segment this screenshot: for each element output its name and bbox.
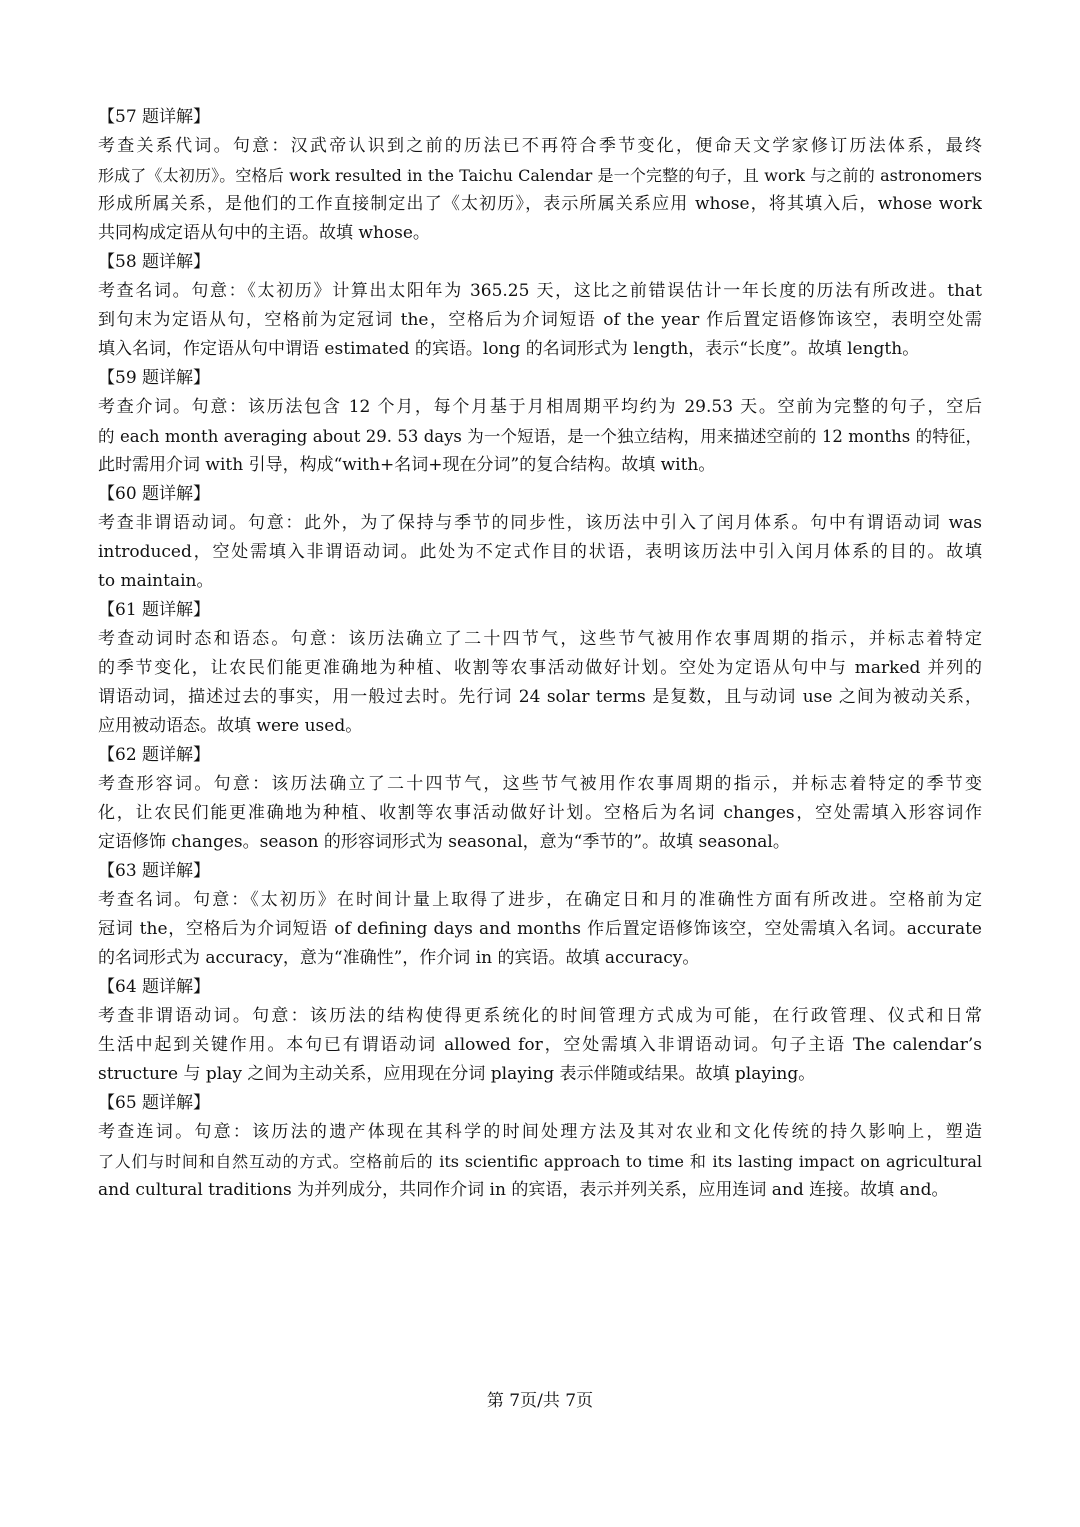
text-line: introduced，空处需填入非谓语动词。此处为不定式作目的状语，表明该历法中引入闰月体系的目的。故填 [98, 542, 982, 562]
text-line: 应用被动语态。故填 were used。 [98, 716, 363, 736]
section-heading: 【63 题详解】 [98, 861, 211, 881]
section-heading: 【64 题详解】 [98, 977, 211, 997]
section-60 [98, 480, 982, 596]
text-line: 谓语动词，描述过去的事实，用一般过去时。先行词 24 solar terms 是复数，且与动词 use 之间为被动关系， [98, 687, 982, 707]
text-line: structure 与 play 之间为主动关系，应用现在分词 playing 表示伴随或结果。故填 playing。 [98, 1064, 816, 1084]
section-heading: 【57 题详解】 [98, 107, 211, 127]
section-62 [98, 741, 982, 857]
section-heading: 【62 题详解】 [98, 745, 211, 765]
text-line: 形成所属关系，是他们的工作直接制定出了《太初历》，表示所属关系应用 whose，将其填入后，whose work [98, 194, 982, 214]
text-line: 考查形容词。句意：该历法确立了二十四节气，这些节气被用作农事周期的指示，并标志着特定的季节变 [98, 774, 982, 794]
text-line: 定语修饰 changes。season 的形容词形式为 seasonal，意为“季节的”。故填 seasonal。 [98, 832, 790, 852]
text-line: 冠词 the，空格后为介词短语 of defining days and months 作后置定语修饰该空，空处需填入名词。accurate [98, 919, 982, 939]
section-58 [98, 248, 982, 364]
document-body [98, 103, 982, 1205]
section-heading: 【59 题详解】 [98, 368, 211, 388]
text-line: 到句末为定语从句，空格前为定冠词 the，空格后为介词短语 of the year 作后置定语修饰该空，表明空处需 [98, 310, 982, 330]
text-line: 的 each month averaging about 29. 53 days 为一个短语，是一个独立结构，用来描述空前的 12 months 的特征， [98, 427, 982, 446]
text-line: 考查非谓语动词。句意：该历法的结构使得更系统化的时间管理方式成为可能，在行政管理、仪式和日常 [98, 1006, 982, 1026]
text-line: 了人们与时间和自然互动的方式。空格前后的 its scientific approach to time 和 its lasting impact on agricultural [98, 1152, 982, 1171]
section-heading: 【58 题详解】 [98, 252, 211, 272]
section-heading: 【61 题详解】 [98, 600, 211, 620]
section-heading: 【60 题详解】 [98, 484, 211, 504]
text-line: 考查名词。句意：《太初历》在时间计量上取得了进步，在确定日和月的准确性方面有所改进。空格前为定 [98, 890, 982, 910]
section-64 [98, 973, 982, 1089]
text-line: 的季节变化，让农民们能更准确地为种植、收割等农事活动做好计划。空处为定语从句中与 marked 并列的 [98, 658, 982, 678]
page-number: 第 7页/共 7页 [486, 1391, 594, 1411]
section-63 [98, 857, 982, 973]
text-line: 共同构成定语从句中的主语。故填 whose。 [98, 223, 430, 243]
text-line: 考查关系代词。句意：汉武帝认识到之前的历法已不再符合季节变化，便命天文学家修订历法体系，最终 [98, 136, 982, 156]
text-line: 考查名词。句意：《太初历》计算出太阳年为 365.25 天，这比之前错误估计一年长度的历法有所改进。that [98, 281, 982, 301]
text-line: and cultural traditions 为并列成分，共同作介词 in 的宾语，表示并列关系，应用连词 and 连接。故填 and。 [98, 1180, 949, 1200]
text-line: to maintain。 [98, 571, 214, 591]
section-61 [98, 596, 982, 741]
text-line: 生活中起到关键作用。本句已有谓语动词 allowed for，空处需填入非谓语动词。句子主语 The calendar’s [98, 1035, 982, 1055]
section-59 [98, 364, 982, 480]
text-line: 此时需用介词 with 引导，构成“with+名词+现在分词”的复合结构。故填 with。 [98, 455, 716, 475]
text-line: 化，让农民们能更准确地为种植、收割等农事活动做好计划。空格后为名词 changes，空处需填入形容词作 [98, 803, 982, 823]
text-line: 考查连词。句意：该历法的遗产体现在其科学的时间处理方法及其对农业和文化传统的持久影响上，塑造 [98, 1122, 982, 1142]
section-57 [98, 103, 982, 248]
text-line: 考查非谓语动词。句意：此外，为了保持与季节的同步性，该历法中引入了闰月体系。句中有谓语动词 was [98, 513, 982, 533]
section-heading: 【65 题详解】 [98, 1093, 211, 1113]
section-65 [98, 1089, 982, 1205]
text-line: 填入名词，作定语从句中谓语 estimated 的宾语。long 的名词形式为 length，表示“长度”。故填 length。 [98, 339, 920, 359]
text-line: 的名词形式为 accuracy，意为“准确性”，作介词 in 的宾语。故填 accuracy。 [98, 948, 700, 968]
text-line: 考查动词时态和语态。句意：该历法确立了二十四节气，这些节气被用作农事周期的指示，并标志着特定 [98, 629, 982, 649]
text-line: 形成了《太初历》。空格后 work resulted in the Taichu Calendar 是一个完整的句子，且 work 与之前的 astronomers [98, 166, 982, 185]
text-line: 考查介词。句意：该历法包含 12 个月，每个月基于月相周期平均约为 29.53 天。空前为完整的句子，空后 [98, 397, 982, 417]
